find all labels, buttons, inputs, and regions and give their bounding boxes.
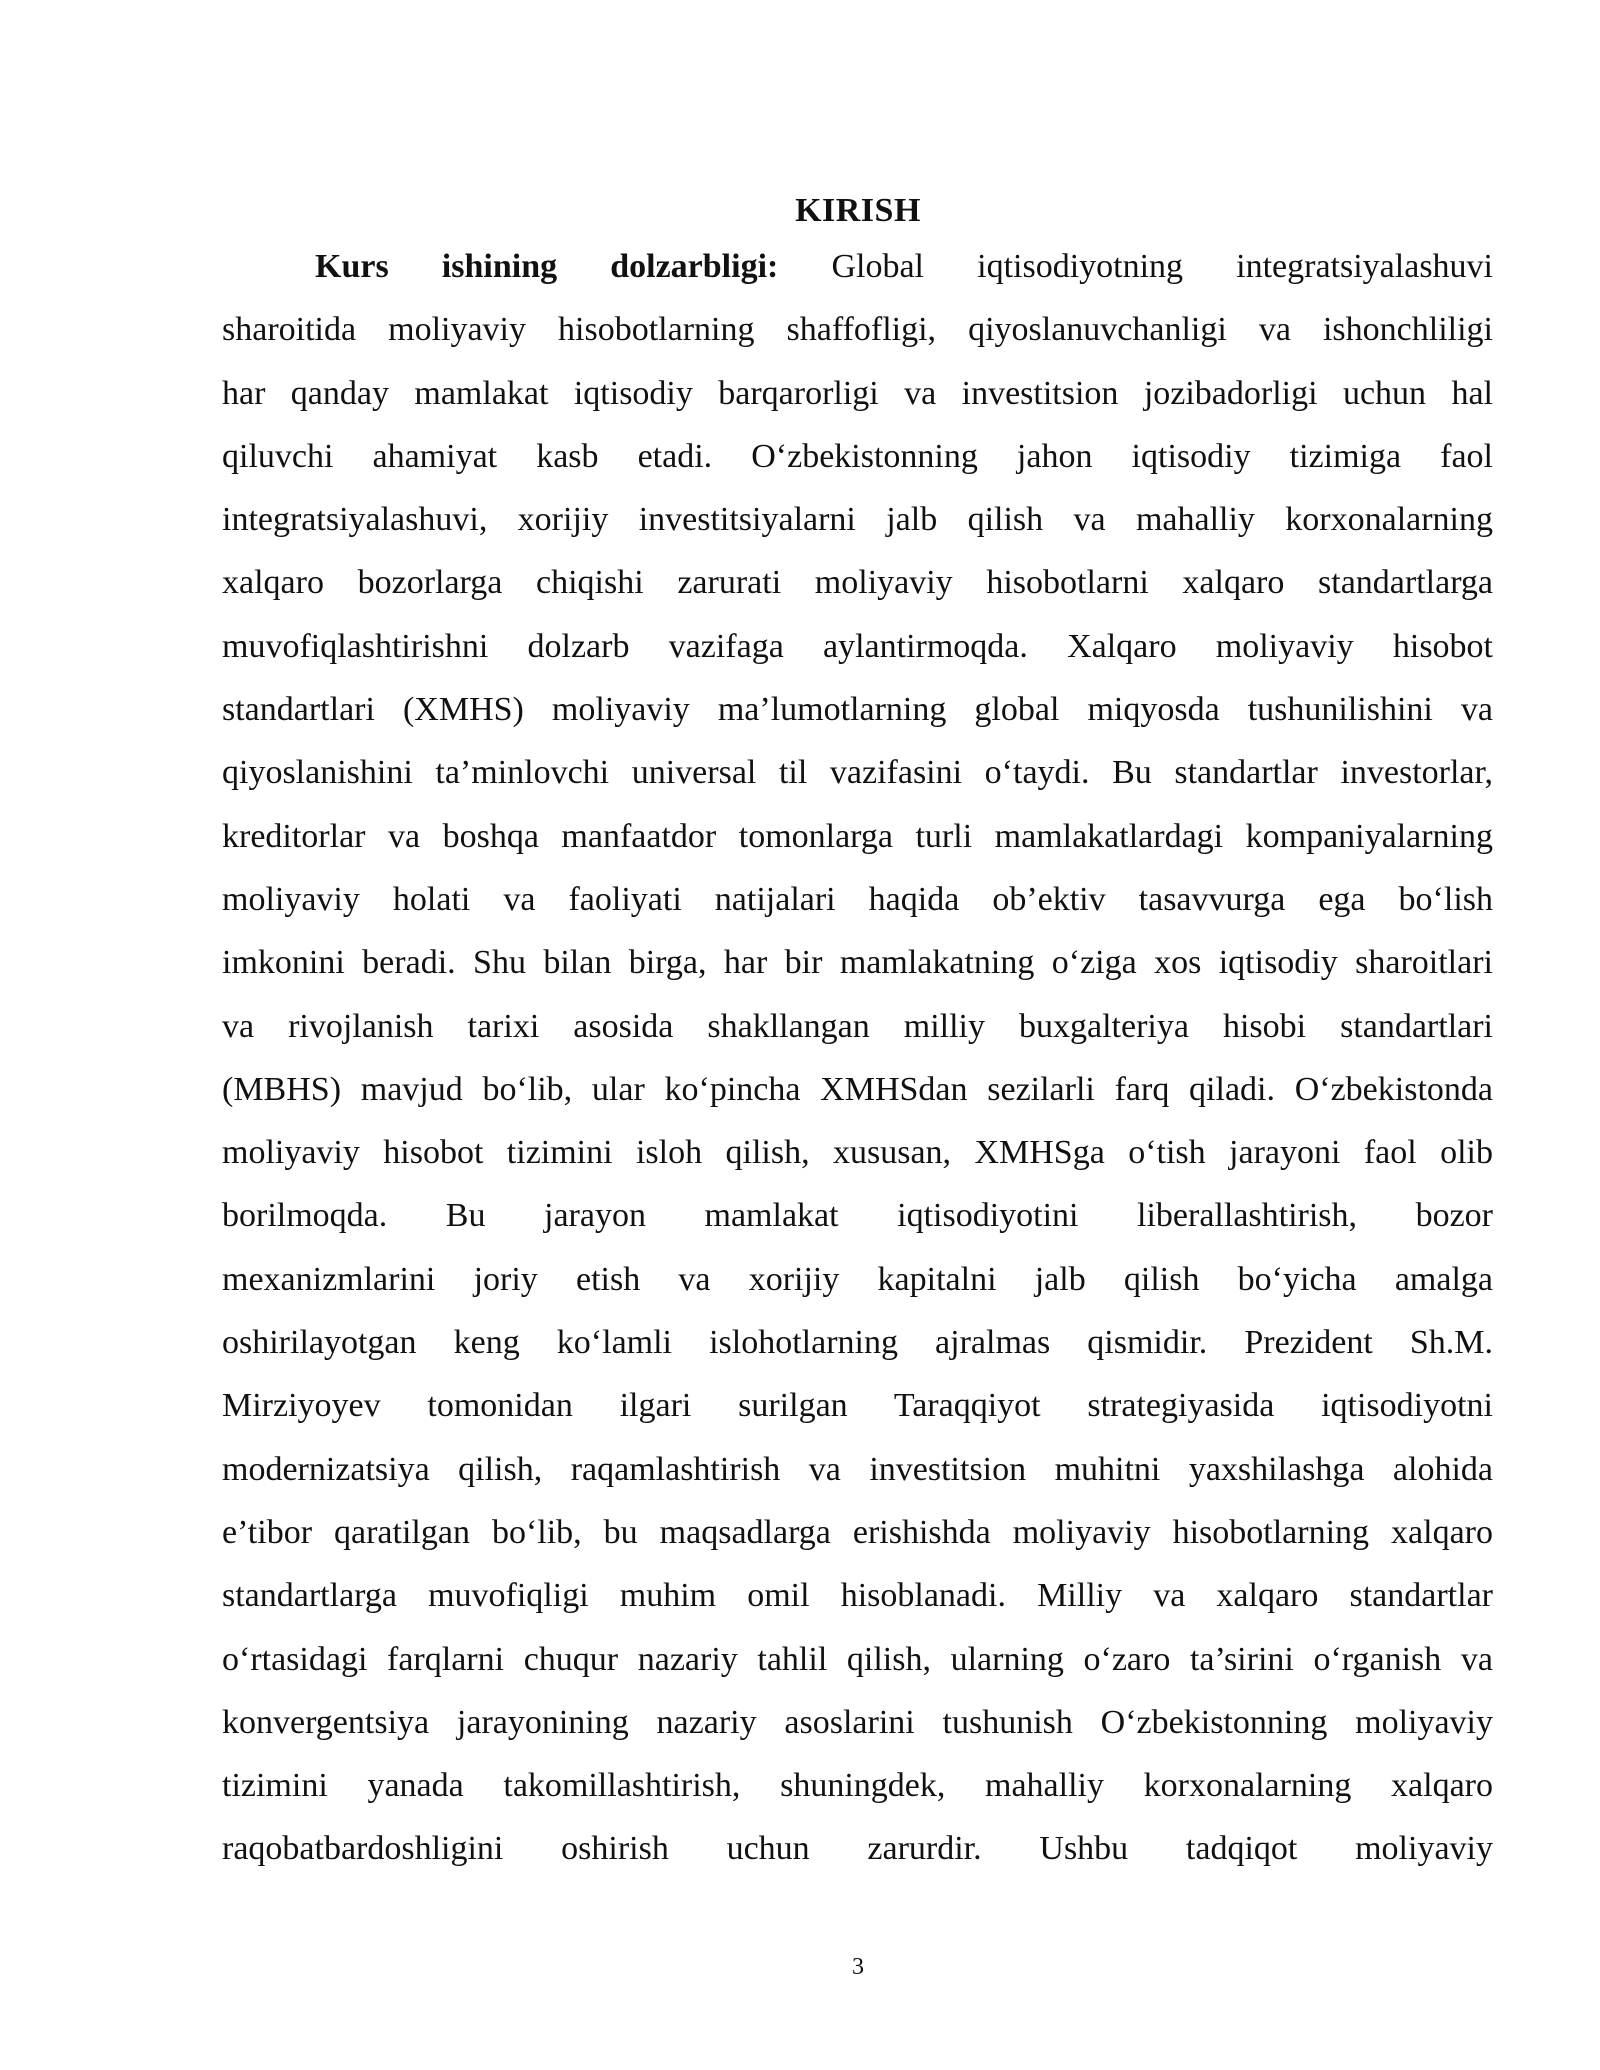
text-line: raqobatbardoshligini oshirish uchun zarurdir. Ushbu tadqiqot moliyaviy: [222, 1830, 1493, 1868]
text-line: [222, 235, 1493, 298]
text-line: e’tibor qaratilgan bo‘lib, bu maqsadlarga erishishda moliyaviy hisobotlarning xalqaro: [222, 1513, 1493, 1551]
text-line: tizimini yanada takomillashtirish, shuningdek, mahalliy korxonalarning xalqaro: [222, 1767, 1493, 1805]
text-line: Mirziyoyev tomonidan ilgari surilgan Taraqqiyot strategiyasida iqtisodiyotni: [222, 1387, 1493, 1425]
text-line: moliyaviy hisobot tizimini isloh qilish, xususan, XMHSga o‘tish jarayoni faol olib: [222, 1134, 1493, 1172]
text-line: imkonini beradi. Shu bilan birga, har bir mamlakatning o‘ziga xos iqtisodiy sharoitlari: [222, 944, 1493, 982]
lead-label: Kurs ishining dolzarbligi:: [315, 248, 779, 285]
text-line: oshirilayotgan keng ko‘lamli islohotlarning ajralmas qismidir. Prezident Sh.M.: [222, 1324, 1493, 1362]
text-line: sharoitida moliyaviy hisobotlarning shaffofligi, qiyoslanuvchanligi va ishonchliligi: [222, 311, 1493, 349]
text-line: konvergentsiya jarayonining nazariy asoslarini tushunish O‘zbekistonning moliyaviy: [222, 1703, 1493, 1741]
text-line: standartlari (XMHS) moliyaviy ma’lumotlarning global miqyosda tushunilishini va: [222, 691, 1493, 729]
text-line: o‘rtasidagi farqlarni chuqur nazariy tahlil qilish, ularning o‘zaro ta’sirini o‘rganish va: [222, 1640, 1493, 1678]
text-line: qiluvchi ahamiyat kasb etadi. O‘zbekistonning jahon iqtisodiy tizimiga faol: [222, 437, 1493, 475]
text-line: muvofiqlashtirishni dolzarb vazifaga aylantirmoqda. Xalqaro moliyaviy hisobot: [222, 627, 1493, 665]
text-line: mexanizmlarini joriy etish va xorijiy kapitalni jalb qilish bo‘yicha amalga: [222, 1260, 1493, 1298]
body-paragraph: [222, 235, 1493, 1881]
text-line: moliyaviy holati va faoliyati natijalari haqida ob’ektiv tasavvurga ega bo‘lish: [222, 880, 1493, 918]
text-line: integratsiyalashuvi, xorijiy investitsiyalarni jalb qilish va mahalliy korxonalarning: [222, 501, 1493, 539]
page-heading: KIRISH: [795, 192, 921, 229]
text-line: standartlarga muvofiqligi muhim omil hisoblanadi. Milliy va xalqaro standartlar: [222, 1577, 1493, 1615]
text-line: kreditorlar va boshqa manfaatdor tomonlarga turli mamlakatlardagi kompaniyalarning: [222, 817, 1493, 855]
text-line: qiyoslanishini ta’minlovchi universal til vazifasini o‘taydi. Bu standartlar investorlar,: [222, 754, 1493, 792]
text-line: xalqaro bozorlarga chiqishi zarurati moliyaviy hisobotlarni xalqaro standartlarga: [222, 564, 1493, 602]
text-line: va rivojlanish tarixi asosida shakllangan milliy buxgalteriya hisobi standartlari: [222, 1007, 1493, 1045]
text-line-content: Global iqtisodiyotning integratsiyalashuvi: [778, 248, 1493, 285]
text-line: har qanday mamlakat iqtisodiy barqarorligi va investitsion jozibadorligi uchun hal: [222, 374, 1493, 412]
text-line: borilmoqda. Bu jarayon mamlakat iqtisodiyotini liberallashtirish, bozor: [222, 1197, 1493, 1235]
page-number: 3: [852, 1954, 864, 1980]
text-line: (MBHS) mavjud bo‘lib, ular ko‘pincha XMHSdan sezilarli farq qiladi. O‘zbekistonda: [222, 1070, 1493, 1108]
text-line: modernizatsiya qilish, raqamlashtirish va investitsion muhitni yaxshilashga alohida: [222, 1450, 1493, 1488]
